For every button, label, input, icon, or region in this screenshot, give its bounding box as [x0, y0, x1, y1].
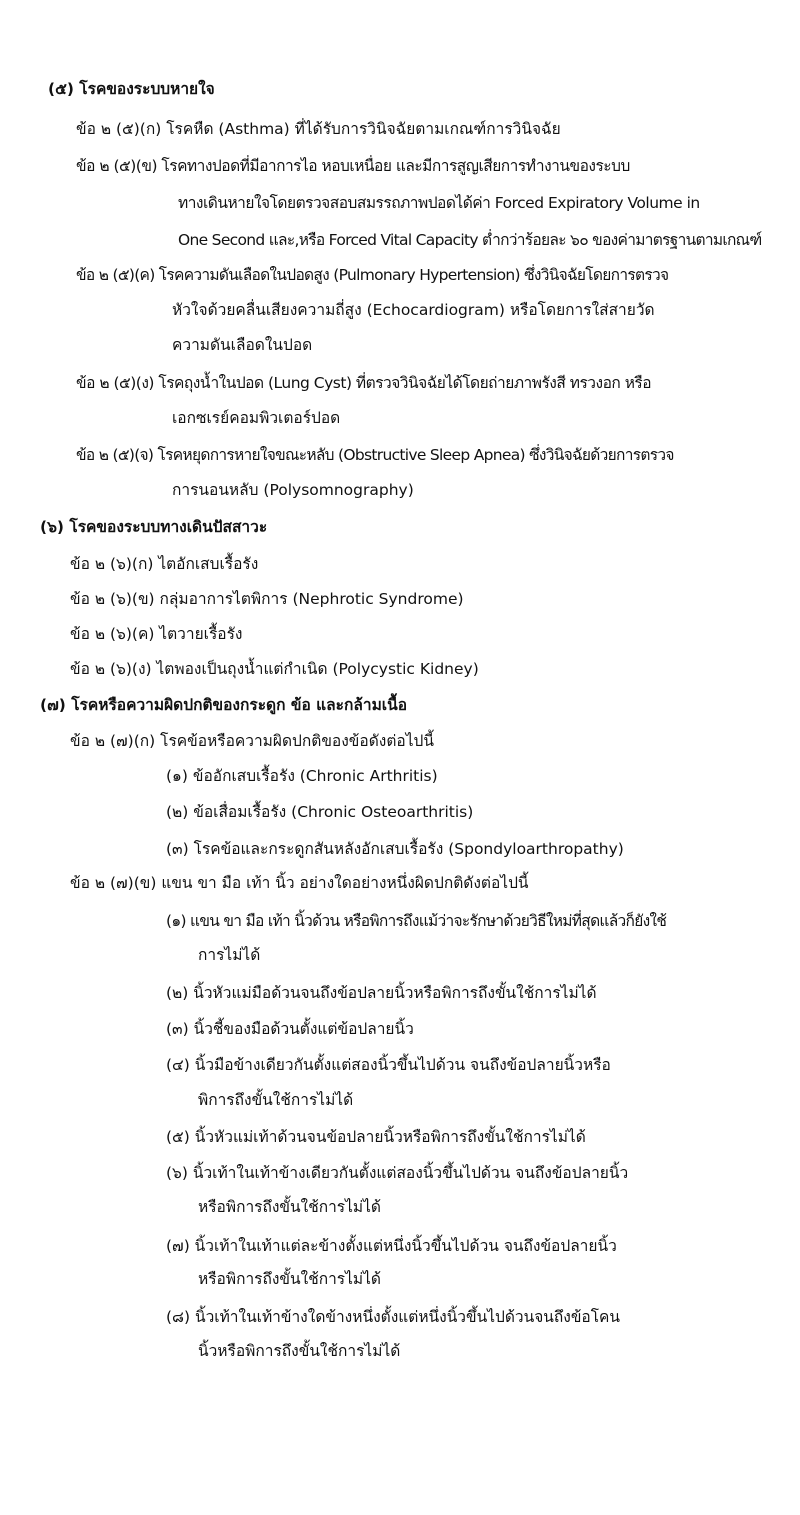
item-7b-3: (๓) นิ้วชี้ของมือด้วนตั้งแต่ข้อปลายนิ้ว [166, 1020, 414, 1038]
section-6-heading: (๖) โรคของระบบทางเดินปัสสาวะ [40, 518, 268, 536]
item-5c-line1: ข้อ ๒ (๕)(ค) โรคความดันเลือดในปอดสูง (Pulmonary Hypertension) ซึ่งวินิจฉัยโดยการตรวจ [76, 266, 669, 284]
item-7a: ข้อ ๒ (๗)(ก) โรคข้อหรือความผิดปกติของข้อดังต่อไปนี้ [70, 732, 434, 750]
item-5c-line3: ความดันเลือดในปอด [172, 336, 313, 354]
item-7b-5: (๕) นิ้วหัวแม่เท้าด้วนจนข้อปลายนิ้วหรือพิการถึงขั้นใช้การไม่ได้ [166, 1128, 586, 1146]
item-5c-line2: หัวใจด้วยคลื่นเสียงความถี่สูง (Echocardiogram) หรือโดยการใส่สายวัด [172, 301, 655, 319]
item-5a: ข้อ ๒ (๕)(ก) โรคหืด (Asthma) ที่ได้รับการวินิจฉัยตามเกณฑ์การวินิจฉัย [76, 120, 561, 138]
section-7-heading: (๗) โรคหรือความผิดปกติของกระดูก ข้อ และกล้ามเนื้อ [40, 696, 407, 714]
item-6d: ข้อ ๒ (๖)(ง) ไตพองเป็นถุงน้ำแต่กำเนิด (Polycystic Kidney) [70, 660, 479, 678]
item-7a-1: (๑) ข้ออักเสบเรื้อรัง (Chronic Arthritis) [166, 767, 438, 785]
item-7b-6-line1: (๖) นิ้วเท้าในเท้าข้างเดียวกันตั้งแต่สองนิ้วขึ้นไปด้วน จนถึงข้อปลายนิ้ว [166, 1164, 629, 1182]
item-5d-line2: เอกซเรย์คอมพิวเตอร์ปอด [172, 409, 341, 427]
item-7a-3: (๓) โรคข้อและกระดูกสันหลังอักเสบเรื้อรัง (Spondyloarthropathy) [166, 840, 624, 858]
item-7b-8-line1: (๘) นิ้วเท้าในเท้าข้างใดข้างหนึ่งตั้งแต่หนึ่งนิ้วขึ้นไปด้วนจนถึงข้อโคน [166, 1308, 621, 1326]
item-7b-7-line2: หรือพิการถึงขั้นใช้การไม่ได้ [198, 1270, 382, 1288]
item-5b-line1: ข้อ ๒ (๕)(ข) โรคทางปอดที่มีอาการไอ หอบเหนื่อย และมีการสูญเสียการทำงานของระบบ [76, 157, 630, 175]
item-7b-2: (๒) นิ้วหัวแม่มือด้วนจนถึงข้อปลายนิ้วหรือพิการถึงขั้นใช้การไม่ได้ [166, 984, 597, 1002]
item-7a-2: (๒) ข้อเสื่อมเรื้อรัง (Chronic Osteoarthritis) [166, 803, 474, 821]
item-6a: ข้อ ๒ (๖)(ก) ไตอักเสบเรื้อรัง [70, 555, 259, 573]
item-7b-6-line2: หรือพิการถึงขั้นใช้การไม่ได้ [198, 1198, 382, 1216]
item-6b: ข้อ ๒ (๖)(ข) กลุ่มอาการไตพิการ (Nephrotic Syndrome) [70, 590, 464, 608]
section-5-heading: (๕) โรคของระบบหายใจ [48, 80, 215, 98]
item-7b-8-line2: นิ้วหรือพิการถึงขั้นใช้การไม่ได้ [198, 1342, 401, 1360]
item-7b-7-line1: (๗) นิ้วเท้าในเท้าแต่ละข้างตั้งแต่หนึ่งนิ้วขึ้นไปด้วน จนถึงข้อปลายนิ้ว [166, 1237, 617, 1255]
item-7b-4-line1: (๔) นิ้วมือข้างเดียวกันตั้งแต่สองนิ้วขึ้นไปด้วน จนถึงข้อปลายนิ้วหรือ [166, 1056, 611, 1074]
item-7b: ข้อ ๒ (๗)(ข) แขน ขา มือ เท้า นิ้ว อย่างใดอย่างหนึ่งผิดปกติดังต่อไปนี้ [70, 874, 529, 892]
item-5e-line2: การนอนหลับ (Polysomnography) [172, 481, 414, 499]
item-5b-line2: ทางเดินหายใจโดยตรวจสอบสมรรถภาพปอดได้ค่า Forced Expiratory Volume in [178, 194, 700, 212]
item-7b-1-line2: การไม่ได้ [198, 946, 261, 964]
item-5e-line1: ข้อ ๒ (๕)(จ) โรคหยุดการหายใจขณะหลับ (Obstructive Sleep Apnea) ซึ่งวินิจฉัยด้วยการตรวจ [76, 446, 674, 464]
item-6c: ข้อ ๒ (๖)(ค) ไตวายเรื้อรัง [70, 625, 243, 643]
item-7b-4-line2: พิการถึงขั้นใช้การไม่ได้ [198, 1091, 354, 1109]
item-5b-line3: One Second และ,หรือ Forced Vital Capacity ต่ำกว่าร้อยละ ๖๐ ของค่ามาตรฐานตามเกณฑ์ [178, 231, 762, 249]
item-5d-line1: ข้อ ๒ (๕)(ง) โรคถุงน้ำในปอด (Lung Cyst) ที่ตรวจวินิจฉัยได้โดยถ่ายภาพรังสี ทรวงอก หรือ [76, 374, 652, 392]
item-7b-1-line1: (๑) แขน ขา มือ เท้า นิ้วด้วน หรือพิการถึงแม้ว่าจะรักษาด้วยวิธีใหม่ที่สุดแล้วก็ยังใช้ [166, 912, 667, 930]
